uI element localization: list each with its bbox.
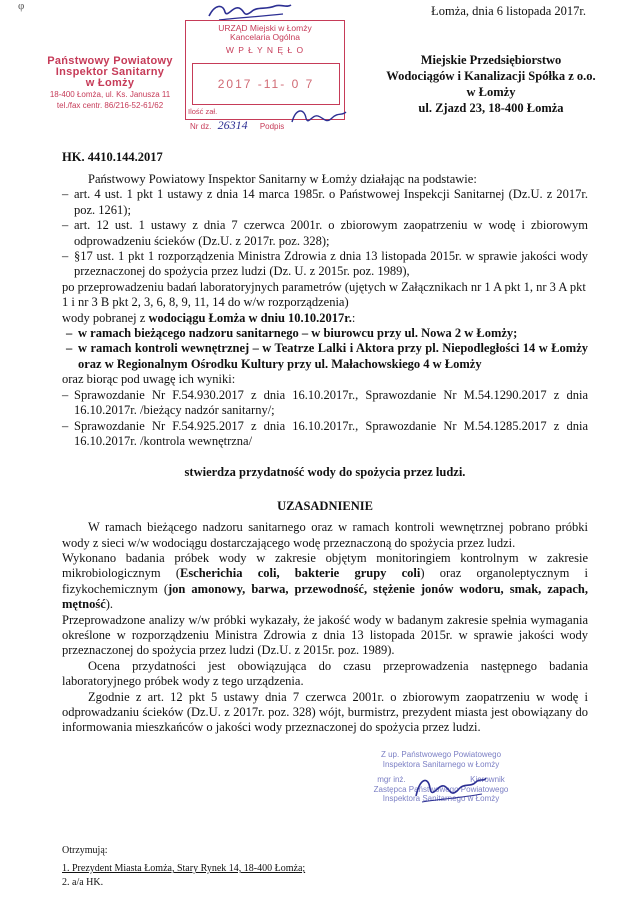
legal-basis-list bbox=[62, 187, 588, 279]
sender-stamp-phone: tel./fax centr. 86/216-52-61/62 bbox=[56, 101, 164, 110]
water-source: wody pobranej z wodociągu Łomża w dniu 10.10.2017r.: bbox=[62, 310, 356, 325]
intro-text: Państwowy Powiatowy Inspektor Sanitarny w Łomży działając na podstawie: bbox=[88, 172, 477, 186]
reference-number: HK. 4410.144.2017 bbox=[62, 150, 163, 164]
justification-p3: Przeprowadzone analizy w/w próbki wykazały, że jakość wody w badanym zakresie spełnia wymagania określone w rozporządzeniu Ministra Zdrowia z dnia 13 listopada 2015r. w sprawie jakości wody przeznaczonej do spożycia przez ludzi (Dz.U. z 2015r. poz. 1989). bbox=[62, 612, 588, 658]
recipient-line1: Miejskie Przedsiębiorstwo bbox=[420, 53, 562, 67]
sender-stamp-address: 18-400 Łomża, ul. Ks. Janusza 11 bbox=[49, 90, 171, 99]
sender-stamp-line1: Państwowy Powiatowy bbox=[47, 55, 173, 67]
decision-statement: stwierdza przydatność wody do spożycia przez ludzi. bbox=[184, 465, 466, 480]
recipient-line2: Wodociągów i Kanalizacji Spółka z o.o. bbox=[386, 69, 596, 83]
received-date: 2017 -11- 0 7 bbox=[192, 63, 340, 105]
sampling-point-item: – w ramach bieżącego nadzoru sanitarnego – w biurowcu przy ul. Nowa 2 w Łomży; bbox=[66, 326, 588, 341]
results-intro: oraz biorąc pod uwagę ich wyniki: bbox=[62, 372, 236, 387]
legal-basis-item: – §17 ust. 1 pkt 1 rozporządzenia Ministra Zdrowia z dnia 13 listopada 2015r. w sprawie jakości wody przeznaczonej do spożycia przez ludzi (Dz. U. z 2015r. poz. 1989), bbox=[62, 249, 588, 280]
recipient-line4: ul. Zjazd 23, 18-400 Łomża bbox=[418, 101, 564, 115]
top-handwritten-signature bbox=[205, 0, 295, 22]
date-line: Łomża, dnia 6 listopada 2017r. bbox=[431, 4, 586, 18]
registry-signature bbox=[288, 104, 350, 130]
justification-p1: W ramach bieżącego nadzoru sanitarnego oraz w ramach kontroli wewnętrznej pobrano próbki wody z sieci w/w wodociągu dostarczającego wodę przeznaczoną do spożycia przez ludzi. bbox=[62, 520, 588, 550]
reports-list bbox=[62, 388, 588, 450]
signature-stamp-line5: Zastępca Państwowego Powiatowego bbox=[373, 784, 509, 794]
recipient-line3: w Łomży bbox=[466, 85, 516, 99]
recipient-address bbox=[376, 52, 606, 116]
water-source-name: wodociągu Łomża w dniu 10.10.2017r. bbox=[148, 310, 352, 325]
sender-stamp-line2: Inspektor Sanitarny bbox=[55, 66, 165, 78]
sender-stamp bbox=[30, 56, 190, 111]
justification-title: UZASADNIENIE bbox=[277, 498, 373, 513]
legal-basis-item: – art. 12 ust. 1 ustawy z dnia 7 czerwca 2001r. o zbiorowym zaopatrzeniu w wodę i zbiorowym odprowadzeniu ścieków (Dz.U. z 2017r. poz. 328); bbox=[62, 218, 588, 249]
handwritten-signature bbox=[410, 772, 490, 806]
received-stamp-subtitle: Kancelaria Ogólna bbox=[230, 32, 300, 42]
recipients-title: Otrzymują: bbox=[62, 845, 108, 856]
report-item: – Sprawozdanie Nr F.54.925.2017 z dnia 16.10.2017r., Sprawozdanie Nr M.54.1285.2017 z dnia 16.10.2017r. /kontrola wewnętrzna/ bbox=[62, 419, 588, 450]
recipient-item: 2. a/a HK. bbox=[62, 877, 104, 888]
signature-stamp-line6: Inspektora Sanitarnego w Łomży bbox=[382, 794, 500, 803]
analysis-text: po przeprowadzeniu badań laboratoryjnych parametrów (ujętych w Załącznikach nr 1 A pkt 1, nr 3 A pkt 1 i nr 3 B pkt 2, 3, 6, 8, 9, 11, 14 do w/w rozporządzenia) bbox=[62, 279, 586, 310]
registry-label: Ilość zał. bbox=[188, 107, 218, 116]
justification-p2: Wykonano badania próbek wody w zakresie objętym monitoringiem kontrolnym w zakresie mikrobiologicznym (Escherichia coli, bakterie grupy coli) oraz organoleptycznym i fizykochemicznym (jon amonowy, barwa, przewodność, stężenie jonów wodoru, smak, zapach, mętność). bbox=[62, 550, 588, 612]
sender-stamp-line3: w Łomży bbox=[85, 77, 135, 89]
signature-stamp-line3: mgr inż. Kierownik bbox=[377, 775, 505, 784]
justification-p5: Zgodnie z art. 12 pkt 5 ustawy dnia 7 czerwca 2001r. o zbiorowym zaopatrzeniu w wodę i odprowadzaniu ścieków (Dz.U. z 2017r. poz. 328) wójt, burmistrz, prezydent miasta jest obowiązany do informowania mieszkańców o jakości wody przeznaczonej do spożycia przez ludzi. bbox=[62, 689, 588, 735]
sampling-point-item: – w ramach kontroli wewnętrznej – w Teatrze Lalki i Aktora przy pl. Niepodległości 14 w Łomży oraz w Regionalnym Ośrodku Kultury przy ul. Małachowskiego 4 w Łomży bbox=[66, 341, 588, 372]
decision-body bbox=[62, 172, 588, 736]
sampling-points-list bbox=[62, 326, 588, 372]
page-mark: φ bbox=[18, 0, 25, 12]
recipient-item: 1. Prezydent Miasta Łomża, Stary Rynek 14, 18-400 Łomża; bbox=[62, 863, 306, 874]
signature-stamp-line1: Z up. Państwowego Powiatowego bbox=[380, 750, 502, 759]
registry-handwritten-number: 26314 bbox=[217, 118, 248, 132]
legal-basis-item: – art. 4 ust. 1 pkt 1 ustawy z dnia 14 marca 1985r. o Państwowej Inspekcji Sanitarnej (Dz.U. z 2017r. poz. 1261); bbox=[62, 187, 588, 218]
signature-stamp-line2: Inspektora Sanitarnego w Łomży bbox=[382, 759, 500, 769]
podpis-label: Podpis bbox=[259, 122, 285, 131]
registry-row bbox=[188, 107, 217, 116]
received-stamp-wplynelo: W P Ł Y N Ę Ł O bbox=[225, 45, 305, 55]
recipients-footer bbox=[62, 844, 305, 890]
report-item: – Sprawozdanie Nr F.54.930.2017 z dnia 16.10.2017r., Sprawozdanie Nr M.54.1290.2017 z dnia 16.10.2017r. /bieżący nadzór sanitarny/; bbox=[62, 388, 588, 419]
justification-p4: Ocena przydatności jest obowiązująca do czasu przeprowadzenia następnego badania laboratoryjnego próbek wody z tego urządzenia. bbox=[62, 658, 588, 689]
registry-number-row bbox=[190, 118, 284, 133]
registry-no-label: Nr dz. bbox=[190, 122, 212, 131]
received-stamp-title: URZĄD Miejski w Łomży bbox=[218, 23, 312, 33]
